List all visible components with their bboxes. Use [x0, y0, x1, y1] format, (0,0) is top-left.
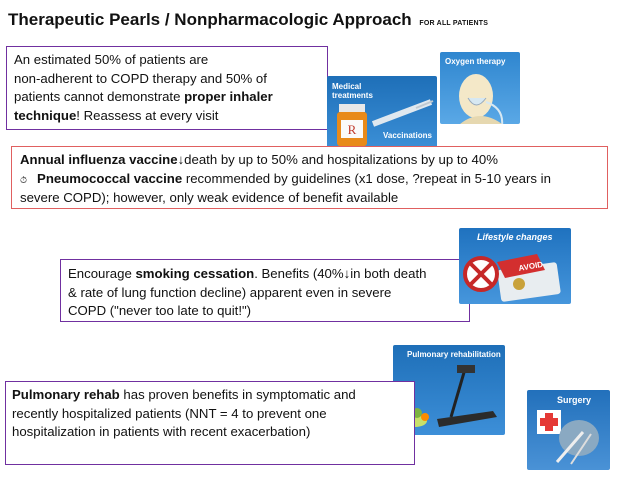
pulmonary-rehab-box — [5, 381, 415, 465]
vaccine-box — [11, 146, 608, 209]
surgery-caption: Surgery — [557, 395, 592, 405]
avoid-text: AVOID — [517, 259, 544, 273]
clock-icon: ⏱ — [20, 174, 28, 185]
lifestyle-changes-image — [459, 228, 571, 304]
pneumococcal-line: ⏱ Pneumococcal vaccine recommended by guidelines (x1 dose, ?repeat in 5-10 years in — [20, 170, 551, 186]
lifestyle-changes-caption: Lifestyle changes — [477, 232, 553, 242]
oxygen-therapy-caption: Oxygen therapy — [445, 57, 506, 66]
pneumococcal-line-2: severe COPD); however, only weak evidence of benefit available — [20, 190, 399, 205]
oxygen-therapy-image — [440, 52, 520, 124]
slide-title-main: Therapeutic Pearls / Nonpharmacologic Approach — [8, 10, 412, 29]
adherence-line-4: technique! Reassess at every visit — [14, 107, 219, 123]
adherence-box — [6, 46, 328, 130]
smoking-line-1: Encourage smoking cessation. Benefits (40%↓in both death — [68, 266, 427, 281]
smoking-line-2: & rate of lung function decline) apparent even in severe — [68, 284, 392, 300]
svg-text:R: R — [347, 122, 357, 137]
adherence-line-3: patients cannot demonstrate proper inhaler — [14, 89, 273, 104]
avoid-sign-icon — [459, 244, 571, 304]
slide-title-suffix: FOR ALL PATIENTS — [419, 20, 489, 27]
oxygen-mask-icon — [440, 68, 520, 124]
syringe-icon — [371, 98, 435, 128]
vaccinations-caption: Vaccinations — [383, 131, 432, 140]
adherence-line-1: An estimated 50% of patients are — [14, 52, 209, 67]
medical-treatments-image — [327, 76, 437, 148]
pulmonary-rehab-caption: Pulmonary rehabilitation — [407, 350, 501, 359]
smoking-line-3: COPD ("never too late to quit!") — [68, 303, 252, 318]
influenza-line: Annual influenza vaccine↓death by up to 50% and hospitalizations by up to 40% — [20, 152, 498, 167]
adherence-line-2: non-adherent to COPD therapy and 50% of — [14, 70, 267, 86]
surgery-image — [527, 390, 610, 470]
rehab-line-1: Pulmonary rehab has proven benefits in symptomatic and — [12, 387, 356, 402]
surgery-icon — [527, 404, 610, 470]
slide-title — [8, 10, 488, 30]
rehab-line-3: hospitalization in patients with recent exacerbation) — [12, 424, 311, 439]
smoking-cessation-box — [60, 259, 470, 322]
pill-bottle-icon — [335, 104, 371, 148]
rehab-line-2: recently hospitalized patients (NNT = 4 to prevent one — [12, 405, 327, 421]
medical-treatments-caption: Medical treatments — [332, 82, 373, 100]
